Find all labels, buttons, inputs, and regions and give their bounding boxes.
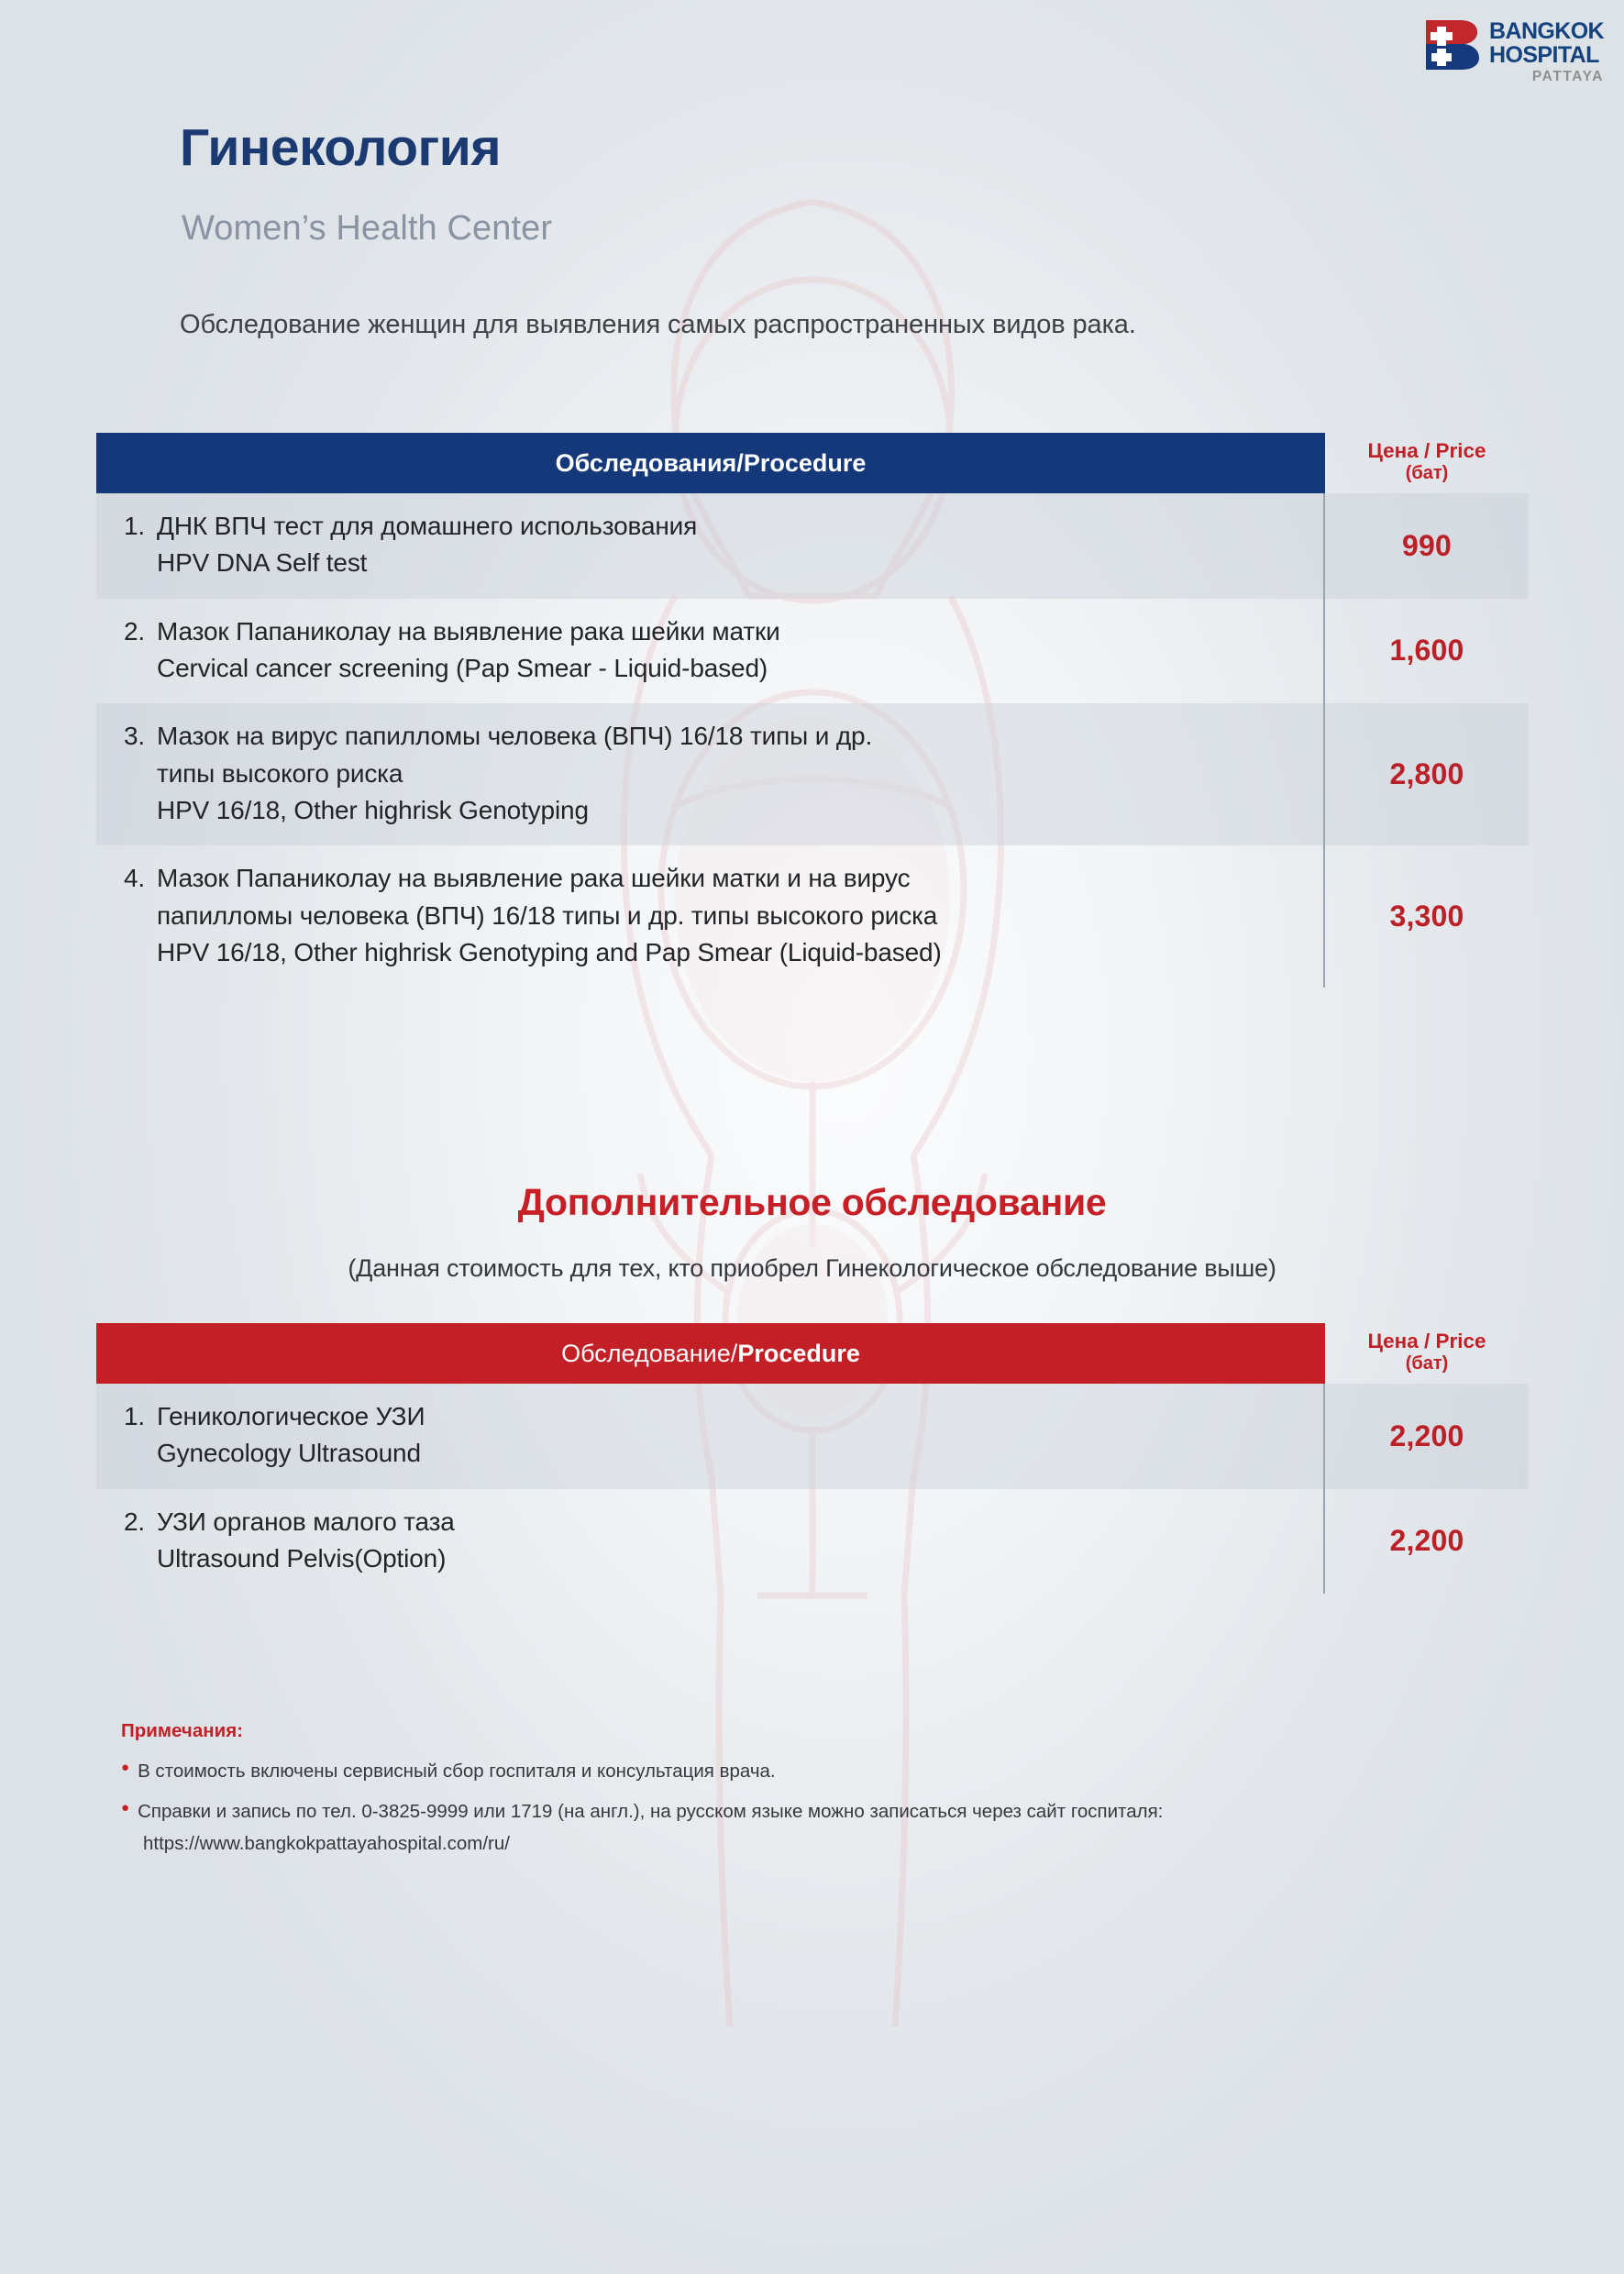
- table-row: [96, 703, 1529, 845]
- table-row-procedure: [96, 1489, 1325, 1595]
- row-text-ru: Мазок Папаниколау на выявление рака шейки матки: [157, 616, 780, 646]
- row-text-ru-cont: типы высокого риска: [157, 758, 403, 788]
- additional-procedures-table: [96, 1323, 1529, 1594]
- table-row: [96, 493, 1529, 599]
- row-text-ru: Мазок Папаниколау на выявление рака шейки матки и на вирус: [157, 864, 911, 893]
- extra-header-sep: /: [730, 1339, 738, 1367]
- row-text-en: Gynecology Ultrasound: [157, 1439, 421, 1468]
- table-row-procedure: [96, 1384, 1325, 1489]
- main-header-sep: /: [736, 448, 744, 477]
- row-price: 3,300: [1389, 900, 1464, 933]
- note-text: Справки и запись по тел. 0-3825-9999 или 1719 (на англ.), на русском языке можно записаться через сайт госпиталя:: [138, 1801, 1164, 1823]
- row-price: 2,200: [1389, 1418, 1464, 1452]
- additional-section-heading: Дополнительное обследование: [517, 1181, 1107, 1223]
- extra-header-price-label: Цена / Price: [1367, 1329, 1486, 1352]
- row-price: 1,600: [1389, 634, 1464, 668]
- row-price: 2,200: [1389, 1524, 1464, 1558]
- page-subtitle: Women’s Health Center: [182, 209, 553, 248]
- row-text-en: HPV DNA Self test: [157, 548, 368, 578]
- row-text-en: Cervical cancer screening (Pap Smear - Liquid-based): [157, 653, 768, 682]
- row-text-en: Ultrasound Pelvis(Option): [157, 1543, 447, 1573]
- row-number: 1.: [123, 1402, 145, 1430]
- table-row: [96, 1489, 1529, 1595]
- row-text-en: HPV 16/18, Other highrisk Genotyping: [157, 795, 589, 824]
- row-text-ru: Мазок на вирус папилломы человека (ВПЧ) 16/18 типы и др.: [157, 722, 873, 751]
- main-header-price-unit: (бат): [1405, 463, 1449, 484]
- bangkok-hospital-logo-icon: [1424, 18, 1481, 72]
- extra-table-header-procedure: [96, 1323, 1325, 1384]
- extra-header-procedure-en: Procedure: [737, 1339, 860, 1367]
- hospital-website-url[interactable]: https://www.bangkokpattayahospital.com/ru/: [143, 1833, 510, 1855]
- row-number: 2.: [123, 616, 145, 646]
- extra-header-procedure-ru: Обследование: [561, 1339, 731, 1367]
- row-number: 1.: [123, 512, 145, 540]
- row-text-en: HPV 16/18, Other highrisk Genotyping and Pap Smear (Liquid-based): [157, 937, 942, 966]
- row-number: 2.: [123, 1507, 145, 1536]
- row-price: 2,800: [1389, 757, 1464, 791]
- row-text-ru: Геникологическое УЗИ: [157, 1402, 425, 1430]
- row-price: 990: [1402, 528, 1452, 562]
- extra-header-price-unit: (бат): [1405, 1353, 1449, 1374]
- notes-title: Примечания:: [121, 1720, 243, 1741]
- row-text-ru-cont: папилломы человека (ВПЧ) 16/18 типы и др. типы высокого риска: [157, 900, 938, 930]
- table-row-procedure: [96, 493, 1325, 599]
- main-table-header-price: [1325, 433, 1529, 493]
- main-header-procedure-en: Procedure: [743, 448, 867, 477]
- row-number: 3.: [123, 722, 145, 751]
- table-row-procedure: [96, 599, 1325, 704]
- extra-table-header-price: [1325, 1323, 1529, 1384]
- bullet-icon: ●: [121, 1760, 130, 1775]
- page-title: Гинекология: [180, 118, 502, 177]
- hospital-logo: [1424, 18, 1604, 84]
- logo-line-1: BANGKOK: [1489, 18, 1604, 44]
- table-row: [96, 1384, 1529, 1489]
- note-text: В стоимость включены сервисный сбор госпиталя и консультация врача.: [138, 1761, 776, 1782]
- logo-subtitle: PATTAYA: [1531, 69, 1604, 84]
- additional-section-note: (Данная стоимость для тех, кто приобрел Гинекологическое обследование выше): [348, 1254, 1276, 1282]
- main-header-procedure-ru: Обследования: [555, 448, 737, 477]
- main-procedures-table: [96, 433, 1529, 988]
- main-table-header-procedure: [96, 433, 1325, 493]
- bullet-icon: ●: [121, 1800, 130, 1816]
- table-row-procedure: [96, 703, 1325, 845]
- row-number: 4.: [123, 864, 145, 893]
- table-row: [96, 599, 1529, 704]
- notes-section: [121, 1720, 1533, 1855]
- row-text-ru: УЗИ органов малого таза: [157, 1507, 455, 1536]
- table-row-procedure: [96, 845, 1325, 988]
- extra-table-header: [96, 1323, 1529, 1384]
- note-item: [121, 1798, 1533, 1825]
- row-text-ru: ДНК ВПЧ тест для домашнего использования: [157, 512, 698, 540]
- table-row: [96, 845, 1529, 988]
- intro-text: Обследование женщин для выявления самых распространенных видов рака.: [180, 310, 1136, 339]
- main-header-price-label: Цена / Price: [1367, 438, 1486, 462]
- main-table-header: [96, 433, 1529, 493]
- note-item: [121, 1758, 1533, 1784]
- logo-line-2: HOSPITAL: [1489, 41, 1599, 68]
